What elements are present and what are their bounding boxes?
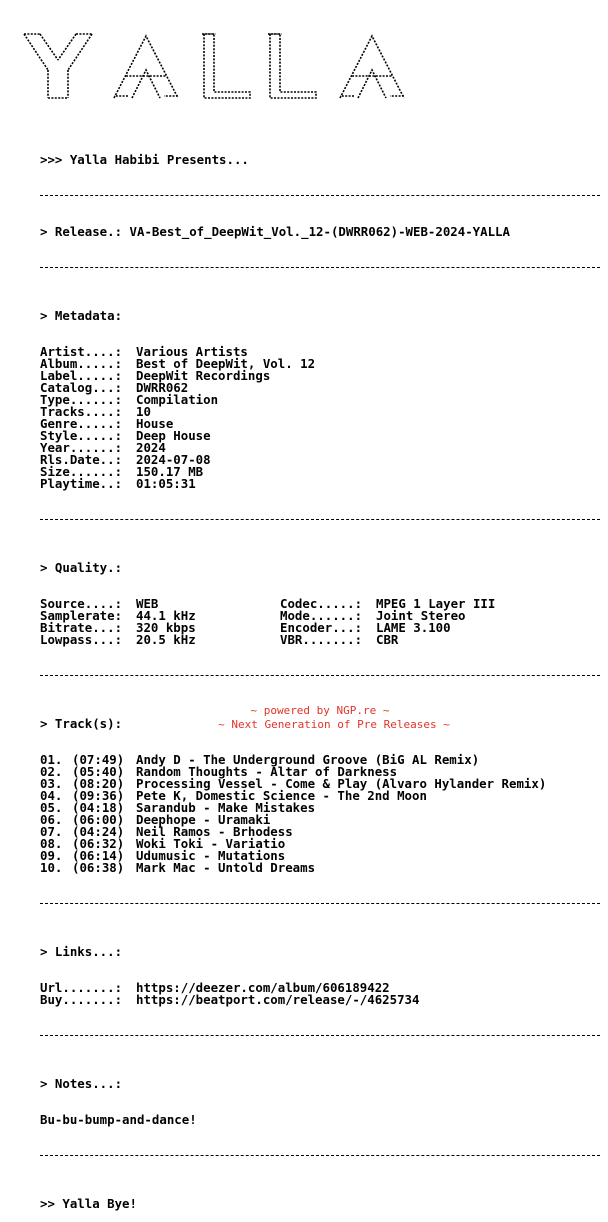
metadata-row (40, 442, 600, 454)
track-row (40, 838, 600, 850)
metadata-value: 150.17 MB (136, 464, 204, 479)
track-title: Udumusic - Mutations (136, 848, 286, 863)
nfo-text (40, 130, 600, 1222)
track-title: Sarandub - Make Mistakes (136, 800, 316, 815)
divider (40, 1030, 600, 1042)
quality-value: LAME 3.100 (376, 620, 451, 635)
metadata-value: DWRR062 (136, 380, 189, 395)
track-row (40, 826, 600, 838)
link-label: Url.......: (40, 980, 123, 995)
metadata-label: Artist....: (40, 344, 123, 359)
track-title: Random Thoughts - Altar of Darkness (136, 764, 398, 779)
quality-label: Samplerate: (40, 608, 123, 623)
track-title: Andy D - The Underground Groove (BiG AL Remix) (136, 752, 480, 767)
track-list (40, 754, 600, 874)
link-label: Buy.......: (40, 992, 123, 1007)
track-time: (06:14) (72, 848, 125, 863)
track-number: 03. (40, 776, 63, 791)
metadata-row (40, 358, 600, 370)
track-title: Neil Ramos - Brhodess (136, 824, 293, 839)
track-title: Woki Toki - Variatio (136, 836, 286, 851)
metadata-row (40, 478, 600, 490)
track-number: 10. (40, 860, 63, 875)
quality-value: CBR (376, 632, 399, 647)
track-title: Mark Mac - Untold Dreams (136, 860, 316, 875)
link-value: https://beatport.com/release/-/4625734 (136, 992, 420, 1007)
quality-rows (40, 598, 600, 646)
metadata-value: 01:05:31 (136, 476, 196, 491)
track-number: 07. (40, 824, 63, 839)
track-number: 08. (40, 836, 63, 851)
quality-label: Bitrate...: (40, 620, 123, 635)
track-time: (07:49) (72, 752, 125, 767)
track-title: Processing Vessel - Come & Play (Alvaro Hylander Remix) (136, 776, 547, 791)
metadata-rows (40, 346, 600, 490)
metadata-header: > Metadata: (40, 308, 123, 323)
intro-line: >>> Yalla Habibi Presents... (40, 152, 249, 167)
metadata-label: Style.....: (40, 428, 123, 443)
metadata-value: 2024-07-08 (136, 452, 211, 467)
metadata-value: Deep House (136, 428, 211, 443)
track-row (40, 814, 600, 826)
notes-header: > Notes...: (40, 1076, 123, 1091)
divider (40, 190, 600, 202)
tracks-header: > Track(s): (40, 716, 123, 731)
metadata-label: Tracks....: (40, 404, 123, 419)
quality-label: Encoder...: (280, 620, 363, 635)
track-time: (04:18) (72, 800, 125, 815)
link-value: https://deezer.com/album/606189422 (136, 980, 390, 995)
metadata-label: Rls.Date..: (40, 452, 123, 467)
yalla-ascii-logo (18, 26, 418, 102)
links-header: > Links...: (40, 944, 123, 959)
divider (40, 514, 600, 526)
metadata-row (40, 454, 600, 466)
quality-label: VBR.......: (280, 632, 363, 647)
metadata-value: Various Artists (136, 344, 248, 359)
quality-label: Lowpass...: (40, 632, 123, 647)
divider (40, 670, 600, 682)
quality-value: 44.1 kHz (136, 608, 196, 623)
notes-text: Bu-bu-bump-and-dance! (40, 1112, 197, 1127)
metadata-row (40, 394, 600, 406)
metadata-label: Catalog...: (40, 380, 123, 395)
footer-tagline: ~ Next Generation of Pre Releases ~ (218, 718, 450, 731)
metadata-label: Size......: (40, 464, 123, 479)
track-number: 04. (40, 788, 63, 803)
metadata-row (40, 382, 600, 394)
metadata-value: 2024 (136, 440, 166, 455)
metadata-row (40, 466, 600, 478)
track-time: (06:00) (72, 812, 125, 827)
track-number: 09. (40, 848, 63, 863)
track-row (40, 790, 600, 802)
link-row (40, 994, 600, 1006)
metadata-label: Genre.....: (40, 416, 123, 431)
track-time: (08:20) (72, 776, 125, 791)
divider (40, 262, 600, 274)
track-row (40, 862, 600, 874)
quality-row (40, 634, 600, 646)
metadata-value: House (136, 416, 174, 431)
outro-line: >> Yalla Bye! (40, 1196, 137, 1211)
release-value: VA-Best_of_DeepWit_Vol._12-(DWRR062)-WEB-2024-YALLA (129, 224, 510, 239)
track-number: 02. (40, 764, 63, 779)
track-time: (09:36) (72, 788, 125, 803)
metadata-label: Year......: (40, 440, 123, 455)
quality-label: Source....: (40, 596, 123, 611)
quality-header: > Quality.: (40, 560, 123, 575)
release-label: > Release.: (40, 224, 123, 239)
quality-value: WEB (136, 596, 159, 611)
track-number: 06. (40, 812, 63, 827)
track-row (40, 802, 600, 814)
track-row (40, 850, 600, 862)
track-number: 05. (40, 800, 63, 815)
metadata-row (40, 430, 600, 442)
metadata-label: Type......: (40, 392, 123, 407)
metadata-row (40, 418, 600, 430)
metadata-label: Album.....: (40, 356, 123, 371)
track-time: (05:40) (72, 764, 125, 779)
metadata-value: DeepWit Recordings (136, 368, 271, 383)
track-time: (04:24) (72, 824, 125, 839)
track-time: (06:32) (72, 836, 125, 851)
metadata-label: Playtime..: (40, 476, 123, 491)
metadata-value: Best of DeepWit, Vol. 12 (136, 356, 316, 371)
divider (40, 898, 600, 910)
track-title: Deephope - Uramaki (136, 812, 271, 827)
metadata-row (40, 406, 600, 418)
metadata-row (40, 346, 600, 358)
metadata-value: Compilation (136, 392, 219, 407)
links-rows (40, 982, 600, 1006)
metadata-row (40, 370, 600, 382)
track-time: (06:38) (72, 860, 125, 875)
track-number: 01. (40, 752, 63, 767)
quality-value: 320 kbps (136, 620, 196, 635)
divider (40, 1150, 600, 1162)
quality-label: Codec.....: (280, 596, 363, 611)
quality-value: MPEG 1 Layer III (376, 596, 496, 611)
footer-powered-by: ~ powered by NGP.re ~ (250, 704, 390, 717)
quality-value: Joint Stereo (376, 608, 466, 623)
quality-value: 20.5 kHz (136, 632, 196, 647)
track-title: Pete K, Domestic Science - The 2nd Moon (136, 788, 427, 803)
release-line (40, 226, 600, 238)
quality-label: Mode......: (280, 608, 363, 623)
metadata-label: Label.....: (40, 368, 123, 383)
metadata-value: 10 (136, 404, 151, 419)
